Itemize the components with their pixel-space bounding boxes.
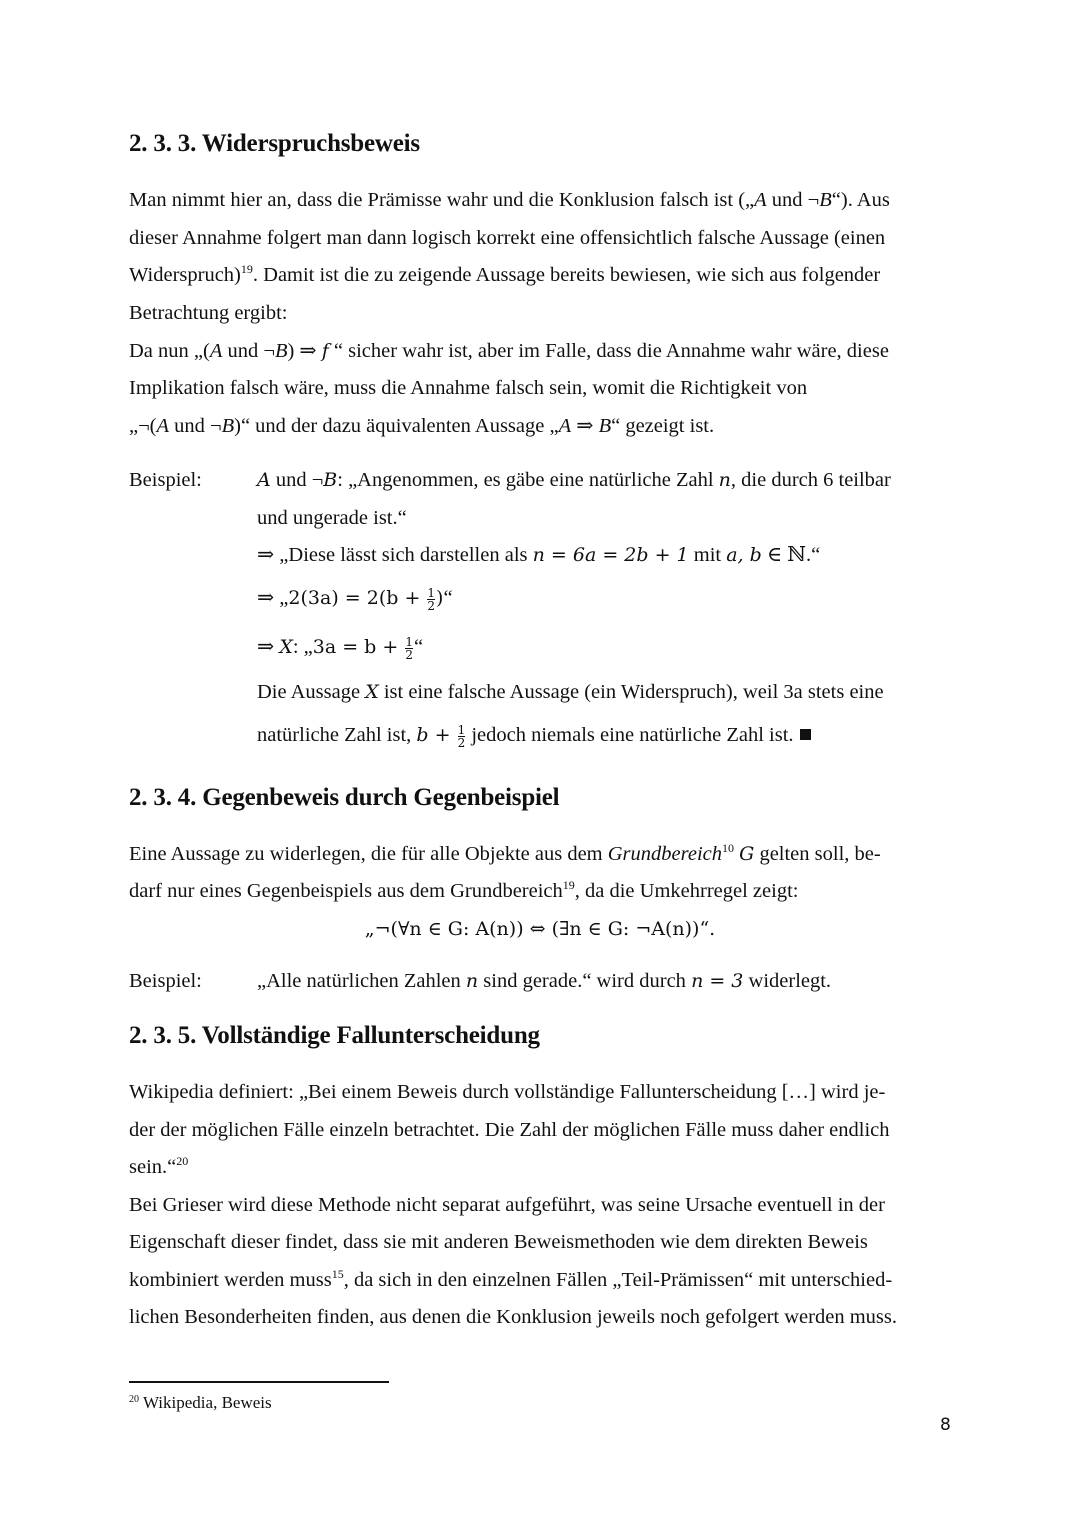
page-number: 8 <box>940 1415 951 1435</box>
footnote-ref[interactable]: 19 <box>562 878 575 892</box>
example-line: und ungerade ist.“ <box>257 507 407 529</box>
paragraph-line: Widerspruch)$^{19}$. Damit ist die zu zeigende Aussage bereits bewiesen, wie sich aus folgender <box>129 262 881 286</box>
paragraph-line: Wikipedia definiert: „Bei einem Beweis durch vollständige Fallunterscheidung […] wird je- <box>129 1081 886 1103</box>
example-label: Beispiel: <box>129 469 202 491</box>
qed-square-icon <box>800 729 811 740</box>
footnote: $^{20}$ Wikipedia, Beweis <box>129 1393 272 1412</box>
example-line: ⇒ „2(3a) = 2(b + $\frac{1}{2}$ )“ <box>257 585 453 613</box>
example-label: Beispiel: <box>129 970 202 992</box>
paragraph-line: kombiniert werden muss$^{15}$, da sich in den einzelnen Fällen „Teil-Prämissen“ mit unterschied- <box>129 1267 893 1291</box>
paragraph-line: Da nun „(A und ¬B) ⇒ f “ sicher wahr ist, aber im Falle, dass die Annahme wahr wäre, diese <box>129 340 889 362</box>
fraction-one-half: $\frac{1}{2}$ <box>427 585 436 613</box>
paragraph-line: Man nimmt hier an, dass die Prämisse wahr und die Konklusion falsch ist („A und ¬B“). Aus <box>129 189 890 211</box>
footnote-separator <box>129 1381 389 1383</box>
formula-reversal-rule: „¬(∀n ∈ G: A(n)) ⇔ (∃n ∈ G: ¬A(n))“. <box>364 918 716 940</box>
paragraph-line: Bei Grieser wird diese Methode nicht separat aufgeführt, was seine Ursache eventuell in der <box>129 1194 885 1216</box>
fraction-one-half: $\frac{1}{2}$ <box>457 722 466 750</box>
example-line: Die Aussage X ist eine falsche Aussage (ein Widerspruch), weil 3a stets eine <box>257 681 884 703</box>
section-heading-2-3-4: 2. 3. 4. Gegenbeweis durch Gegenbeispiel <box>129 784 560 811</box>
footnote-ref[interactable]: 19 <box>240 262 253 276</box>
paragraph-line: der der möglichen Fälle einzeln betrachtet. Die Zahl der möglichen Fälle muss daher endlich <box>129 1119 890 1141</box>
paragraph-line: Eine Aussage zu widerlegen, die für alle Objekte aus dem Grundbereich$^{10}$ G gelten soll, be- <box>129 841 881 865</box>
example-line: ⇒ X: „3a = b + $\frac{1}{2}$ “ <box>257 634 424 662</box>
paragraph-line: Eigenschaft dieser findet, dass sie mit anderen Beweismethoden wie dem direkten Beweis <box>129 1231 868 1253</box>
example-line: A und ¬B: „Angenommen, es gäbe eine natürliche Zahl n, die durch 6 teilbar <box>257 469 891 491</box>
paragraph-line: lichen Besonderheiten finden, aus denen die Konklusion jeweils noch gefolgert werden muss. <box>129 1306 897 1328</box>
section-heading-2-3-5: 2. 3. 5. Vollständige Fallunterscheidung <box>129 1022 540 1049</box>
paragraph-line: „¬(A und ¬B)“ und der dazu äquivalenten Aussage „A ⇒ B“ gezeigt ist. <box>129 415 715 437</box>
fraction-one-half: $\frac{1}{2}$ <box>405 634 413 662</box>
example-line: „Alle natürlichen Zahlen n sind gerade.“ wird durch n = 3 widerlegt. <box>257 970 832 992</box>
paragraph-line: darf nur eines Gegenbeispiels aus dem Grundbereich$^{19}$, da die Umkehrregel zeigt: <box>129 878 799 902</box>
footnote-ref[interactable]: 15 <box>331 1267 344 1281</box>
example-line: natürliche Zahl ist, b + $\frac{1}{2}$ jedoch niemals eine natürliche Zahl ist. <box>257 722 811 749</box>
paragraph-line: Betrachtung ergibt: <box>129 302 288 324</box>
paragraph-line: sein.“$^{20}$ <box>129 1154 189 1178</box>
paragraph-line: dieser Annahme folgert man dann logisch korrekt eine offensichtlich falsche Aussage (einen <box>129 227 886 249</box>
example-line: ⇒ „Diese lässt sich darstellen als n = 6a = 2b + 1 mit a, b ∈ ℕ.“ <box>257 544 821 566</box>
footnote-ref[interactable]: 20 <box>176 1154 189 1168</box>
paragraph-line: Implikation falsch wäre, muss die Annahme falsch sein, womit die Richtigkeit von <box>129 377 808 399</box>
section-heading-2-3-3: 2. 3. 3. Widerspruchsbeweis <box>129 130 420 157</box>
footnote-ref[interactable]: 10 <box>722 841 734 855</box>
